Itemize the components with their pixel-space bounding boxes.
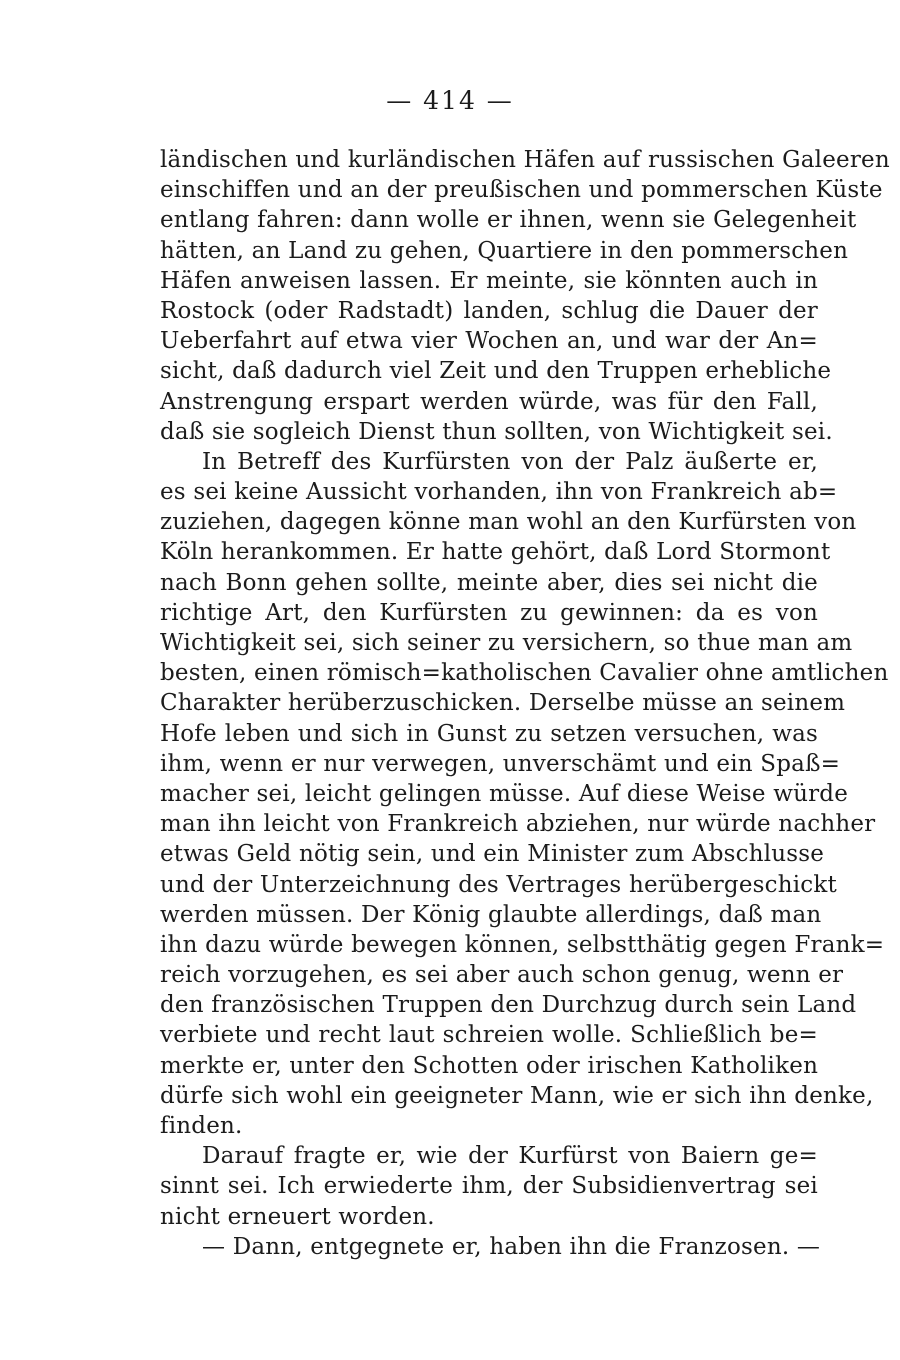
text-line: Häfen anweisen lassen. Er meinte, sie könnten auch in (160, 267, 818, 294)
page-number: — 414 — (386, 86, 514, 115)
text-line: sicht, daß dadurch viel Zeit und den Truppen erhebliche (160, 358, 832, 385)
text-line: ihn dazu würde bewegen können, selbstthätig gegen Frank= (160, 931, 885, 958)
text-line: Hofe leben und sich in Gunst zu setzen versuchen, was (160, 720, 818, 747)
text-line: einschiffen und an der preußischen und pommerschen Küste (160, 177, 883, 204)
text-line: macher sei, leicht gelingen müsse. Auf diese Weise würde (160, 780, 849, 807)
text-line: Ueberfahrt auf etwa vier Wochen an, und war der An= (160, 328, 818, 355)
text-line: es sei keine Aussicht vorhanden, ihn von Frankreich ab= (160, 479, 838, 506)
text-line: den französischen Truppen den Durchzug durch sein Land (160, 992, 857, 1019)
text-line: besten, einen römisch=katholischen Cavalier ohne amtlichen (160, 660, 889, 687)
text-line: werden müssen. Der König glaubte allerdings, daß man (160, 901, 822, 928)
text-line: etwas Geld nötig sein, und ein Minister zum Abschlusse (160, 841, 825, 868)
text-line: reich vorzugehen, es sei aber auch schon genug, wenn er (160, 962, 844, 989)
text-line: nicht erneuert worden. (160, 1203, 435, 1230)
text-line: finden. (160, 1113, 243, 1139)
text-line: zuziehen, dagegen könne man wohl an den Kurfürsten von (160, 509, 857, 536)
text-line: nach Bonn gehen sollte, meinte aber, dies sei nicht die (160, 569, 818, 596)
text-line: Charakter herüberzuschicken. Derselbe müsse an seinem (160, 690, 846, 717)
paragraph-start-line: Darauf fragte er, wie der Kurfürst von Baiern ge= (202, 1143, 818, 1170)
text-line: sinnt sei. Ich erwiederte ihm, der Subsidienvertrag sei (160, 1173, 818, 1200)
text-line: entlang fahren: dann wolle er ihnen, wenn sie Gelegenheit (160, 207, 857, 234)
text-line: richtige Art, den Kurfürsten zu gewinnen: da es von (160, 599, 818, 626)
text-line: man ihn leicht von Frankreich abziehen, nur würde nachher (160, 811, 876, 838)
text-line: ländischen und kurländischen Häfen auf russischen Galeeren (160, 147, 890, 173)
text-line: verbiete und recht laut schreien wolle. Schließlich be= (160, 1022, 818, 1049)
text-line: merkte er, unter den Schotten oder irischen Katholiken (160, 1052, 819, 1079)
paragraph-start-line: In Betreff des Kurfürsten von der Palz äußerte er, (202, 448, 818, 475)
text-line: Köln herankommen. Er hatte gehört, daß Lord Stormont (160, 539, 831, 566)
body-text (160, 145, 890, 1262)
text-line: Anstrengung erspart werden würde, was für den Fall, (160, 388, 818, 415)
text-line: Wichtigkeit sei, sich seiner zu versichern, so thue man am (160, 630, 853, 656)
text-line: und der Unterzeichnung des Vertrages herübergeschickt (160, 871, 837, 898)
text-line: Rostock (oder Radstadt) landen, schlug die Dauer der (160, 297, 818, 324)
text-line: hätten, an Land zu gehen, Quartiere in den pommerschen (160, 237, 849, 264)
text-line: dürfe sich wohl ein geeigneter Mann, wie er sich ihn denke, (160, 1082, 874, 1109)
text-line: ihm, wenn er nur verwegen, unverschämt und ein Spaß= (160, 750, 841, 777)
text-line: daß sie sogleich Dienst thun sollten, von Wichtigkeit sei. (160, 418, 833, 445)
paragraph-start-line: — Dann, entgegnete er, haben ihn die Franzosen. — (202, 1233, 821, 1260)
